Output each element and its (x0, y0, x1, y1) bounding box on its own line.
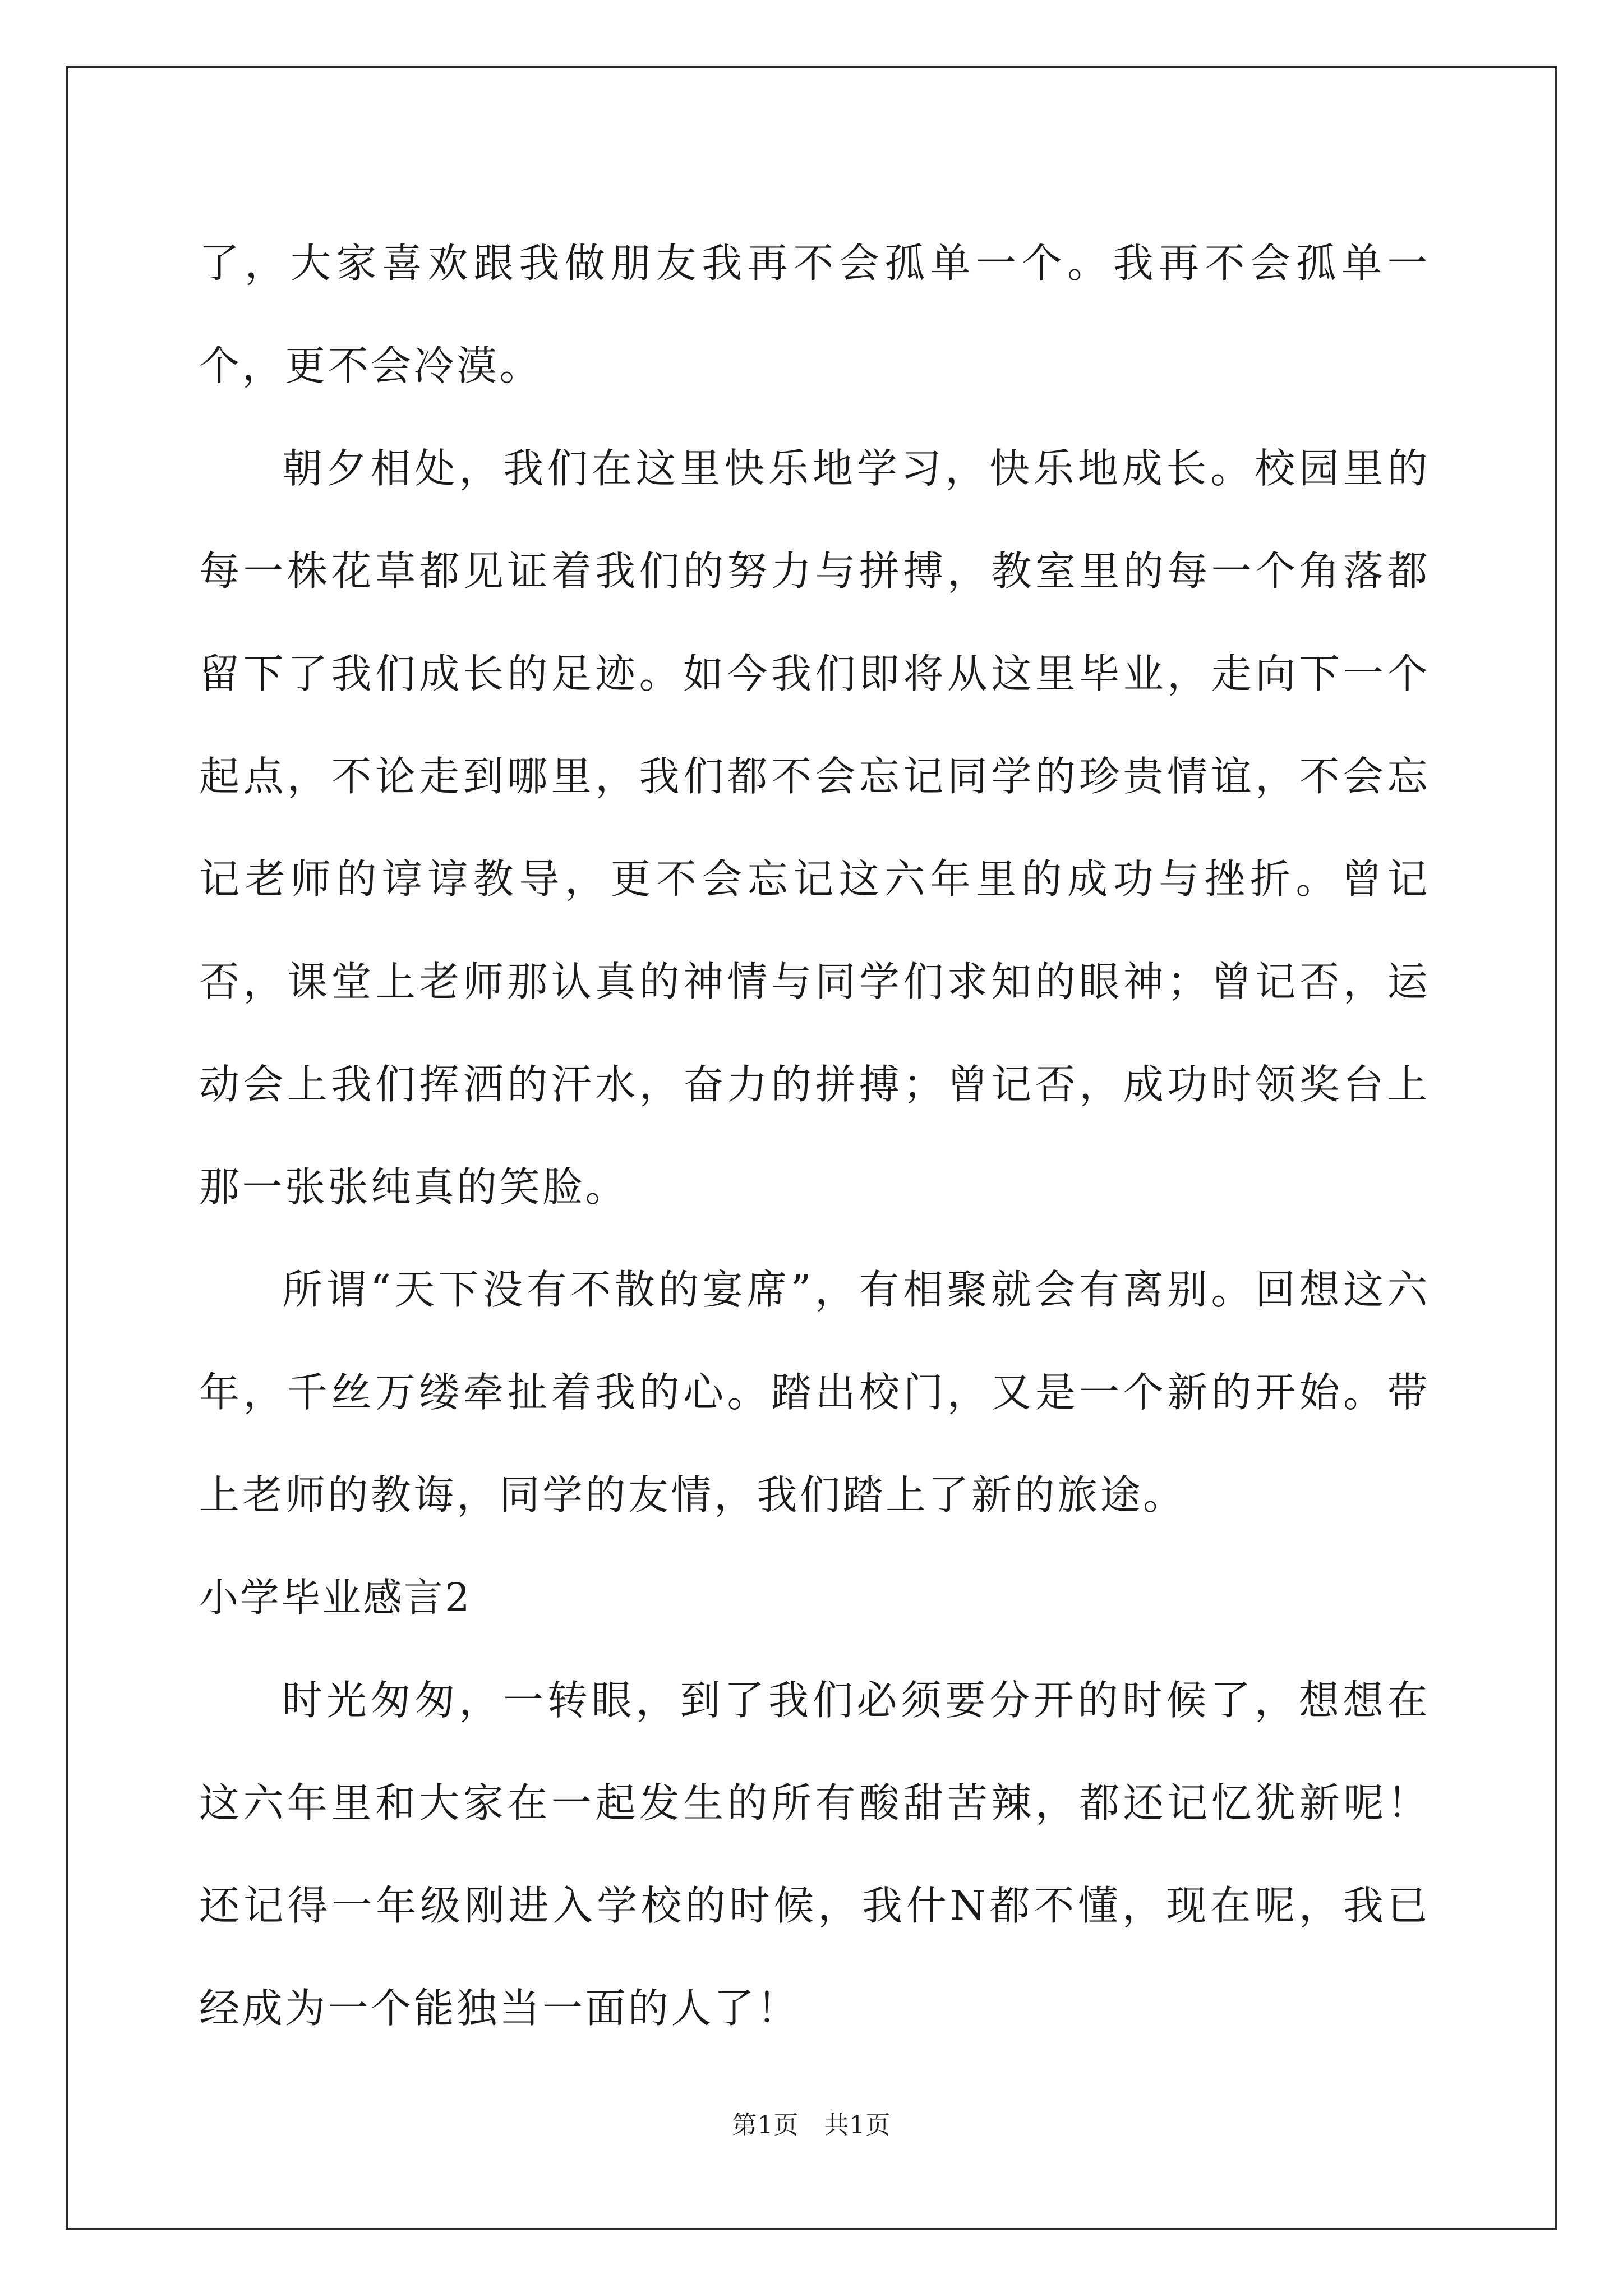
page-total: 共1页 (824, 2111, 891, 2139)
paragraph-2: 朝夕相处，我们在这里快乐地学习，快乐地成长。校园里的每一株花草都见证着我们的努力与拼搏，教室里的每一个角落都留下了我们成长的足迹。如今我们即将从这里毕业，走向下一个起点，不论走到哪里，我们都不会忘记同学的珍贵情谊，不会忘记老师的谆谆教导，更不会忘记这六年里的成功与挫折。曾记否，课堂上老师那认真的神情与同学们求知的眼神；曾记否，运动会上我们挥洒的汗水，奋力的拼搏；曾记否，成功时领奖台上那一张张纯真的笑脸。 (199, 445, 1430, 1211)
page-footer (0, 2105, 1623, 2141)
section-heading: 小学毕业感言2 (199, 1575, 472, 1621)
document-body (199, 212, 1430, 2060)
paragraph-1: 了，大家喜欢跟我做朋友我再不会孤单一个。我再不会孤单一个，更不会冷漠。 (199, 240, 1430, 389)
paragraph-3: 所谓“天下没有不散的宴席”，有相聚就会有离别。回想这六年，千丝万缕牵扯着我的心。踏出校门，又是一个新的开始。带上老师的教诲，同学的友情，我们踏上了新的旅途。 (199, 1266, 1430, 1519)
paragraph-4: 时光匆匆，一转眼，到了我们必须要分开的时候了，想想在这六年里和大家在一起发生的所有酸甜苦辣，都还记忆犹新呢！还记得一年级刚进入学校的时候，我什N都不懂，现在呢，我已经成为一个能独当一面的人了！ (199, 1677, 1430, 2032)
page-number: 第1页 (732, 2111, 799, 2139)
